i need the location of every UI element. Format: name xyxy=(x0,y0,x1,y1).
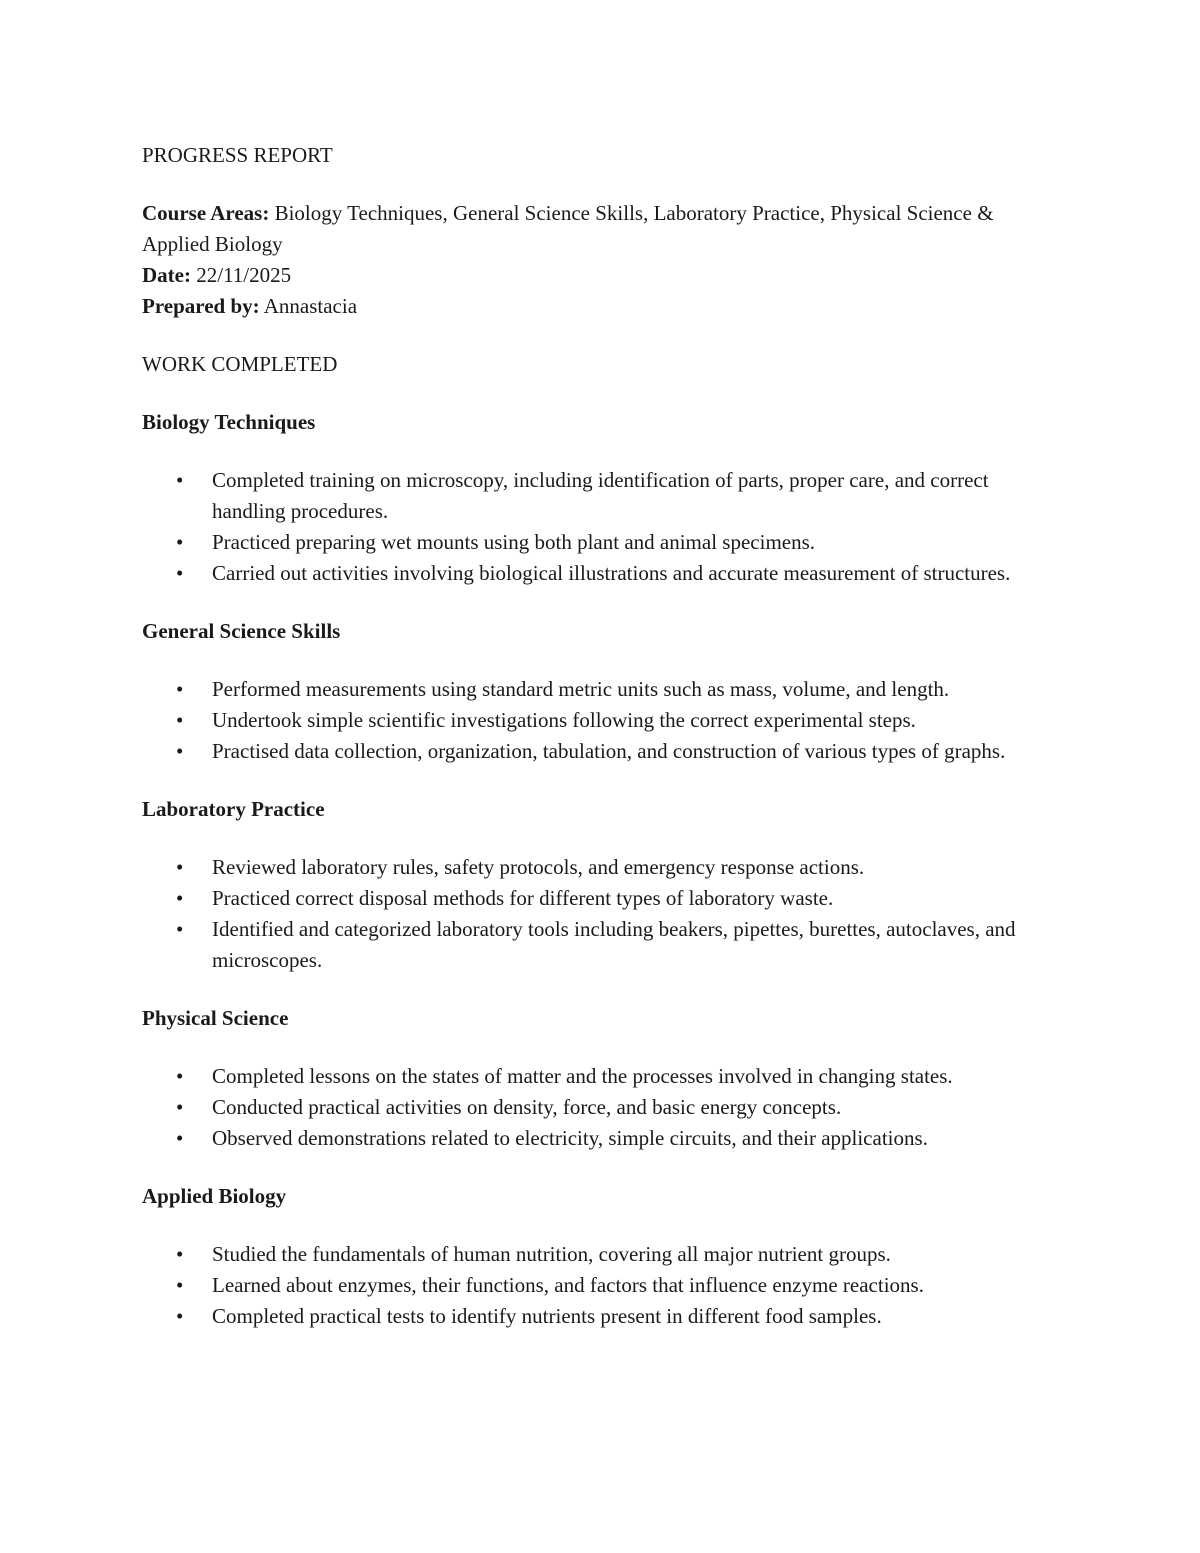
list-item xyxy=(142,465,1047,527)
list-item-text: Carried out activities involving biological illustrations and accurate measurement of structures. xyxy=(212,561,1011,585)
list-item xyxy=(142,1239,1047,1270)
list-item-text: Identified and categorized laboratory tools including beakers, pipettes, burettes, autoclaves, and microscopes. xyxy=(212,917,1016,972)
bullet-list xyxy=(142,852,1047,976)
work-completed-title: WORK COMPLETED xyxy=(142,352,338,376)
section-heading: Laboratory Practice xyxy=(142,797,325,821)
bullet-list xyxy=(142,1239,1047,1332)
list-item xyxy=(142,1301,1047,1332)
course-areas-line xyxy=(142,198,1047,260)
report-meta xyxy=(142,198,1047,322)
section-heading: Applied Biology xyxy=(142,1184,287,1208)
bullet-icon: • xyxy=(176,739,184,763)
list-item-text: Completed practical tests to identify nutrients present in different food samples. xyxy=(212,1304,882,1328)
bullet-list xyxy=(142,465,1047,589)
bullet-icon: • xyxy=(176,1273,184,1297)
list-item xyxy=(142,558,1047,589)
bullet-icon: • xyxy=(176,677,184,701)
list-item xyxy=(142,674,1047,705)
list-item xyxy=(142,1092,1047,1123)
bullet-icon: • xyxy=(176,561,184,585)
date-value: 22/11/2025 xyxy=(196,263,292,287)
bullet-list xyxy=(142,674,1047,767)
bullet-icon: • xyxy=(176,1242,184,1266)
section-general-science-skills xyxy=(142,616,1047,767)
prepared-by-value: Annastacia xyxy=(263,294,358,318)
list-item xyxy=(142,852,1047,883)
list-item xyxy=(142,1061,1047,1092)
section-applied-biology xyxy=(142,1181,1047,1332)
bullet-icon: • xyxy=(176,855,184,879)
section-laboratory-practice xyxy=(142,794,1047,976)
bullet-icon: • xyxy=(176,1126,184,1150)
list-item xyxy=(142,736,1047,767)
list-item-text: Studied the fundamentals of human nutrition, covering all major nutrient groups. xyxy=(212,1242,891,1266)
list-item xyxy=(142,914,1047,976)
list-item-text: Performed measurements using standard metric units such as mass, volume, and length. xyxy=(212,677,950,701)
date-label: Date: xyxy=(142,263,191,287)
bullet-icon: • xyxy=(176,708,184,732)
document-page xyxy=(142,140,1047,1359)
list-item-text: Conducted practical activities on density, force, and basic energy concepts. xyxy=(212,1095,842,1119)
bullet-icon: • xyxy=(176,468,184,492)
bullet-icon: • xyxy=(176,530,184,554)
list-item-text: Practiced preparing wet mounts using both plant and animal specimens. xyxy=(212,530,816,554)
section-heading: General Science Skills xyxy=(142,619,341,643)
list-item-text: Reviewed laboratory rules, safety protocols, and emergency response actions. xyxy=(212,855,865,879)
bullet-icon: • xyxy=(176,1064,184,1088)
bullet-icon: • xyxy=(176,917,184,941)
list-item xyxy=(142,705,1047,736)
list-item xyxy=(142,527,1047,558)
bullet-icon: • xyxy=(176,1095,184,1119)
report-title: PROGRESS REPORT xyxy=(142,143,333,167)
bullet-list xyxy=(142,1061,1047,1154)
list-item xyxy=(142,1270,1047,1301)
section-heading: Biology Techniques xyxy=(142,410,316,434)
bullet-icon: • xyxy=(176,886,184,910)
date-line xyxy=(142,260,1047,291)
list-item-text: Learned about enzymes, their functions, and factors that influence enzyme reactions. xyxy=(212,1273,924,1297)
prepared-by-line xyxy=(142,291,1047,322)
list-item xyxy=(142,1123,1047,1154)
bullet-icon: • xyxy=(176,1304,184,1328)
list-item-text: Completed training on microscopy, including identification of parts, proper care, and correct handling procedures. xyxy=(212,468,989,523)
list-item-text: Practised data collection, organization, tabulation, and construction of various types of graphs. xyxy=(212,739,1006,763)
list-item-text: Undertook simple scientific investigations following the correct experimental steps. xyxy=(212,708,916,732)
prepared-by-label: Prepared by: xyxy=(142,294,260,318)
list-item-text: Completed lessons on the states of matter and the processes involved in changing states. xyxy=(212,1064,953,1088)
course-areas-value: Biology Techniques, General Science Skills, Laboratory Practice, Physical Science & Applied Biology xyxy=(142,201,994,256)
list-item-text: Observed demonstrations related to electricity, simple circuits, and their applications. xyxy=(212,1126,928,1150)
section-heading: Physical Science xyxy=(142,1006,289,1030)
list-item xyxy=(142,883,1047,914)
section-biology-techniques xyxy=(142,407,1047,589)
course-areas-label: Course Areas: xyxy=(142,201,270,225)
section-physical-science xyxy=(142,1003,1047,1154)
list-item-text: Practiced correct disposal methods for different types of laboratory waste. xyxy=(212,886,834,910)
